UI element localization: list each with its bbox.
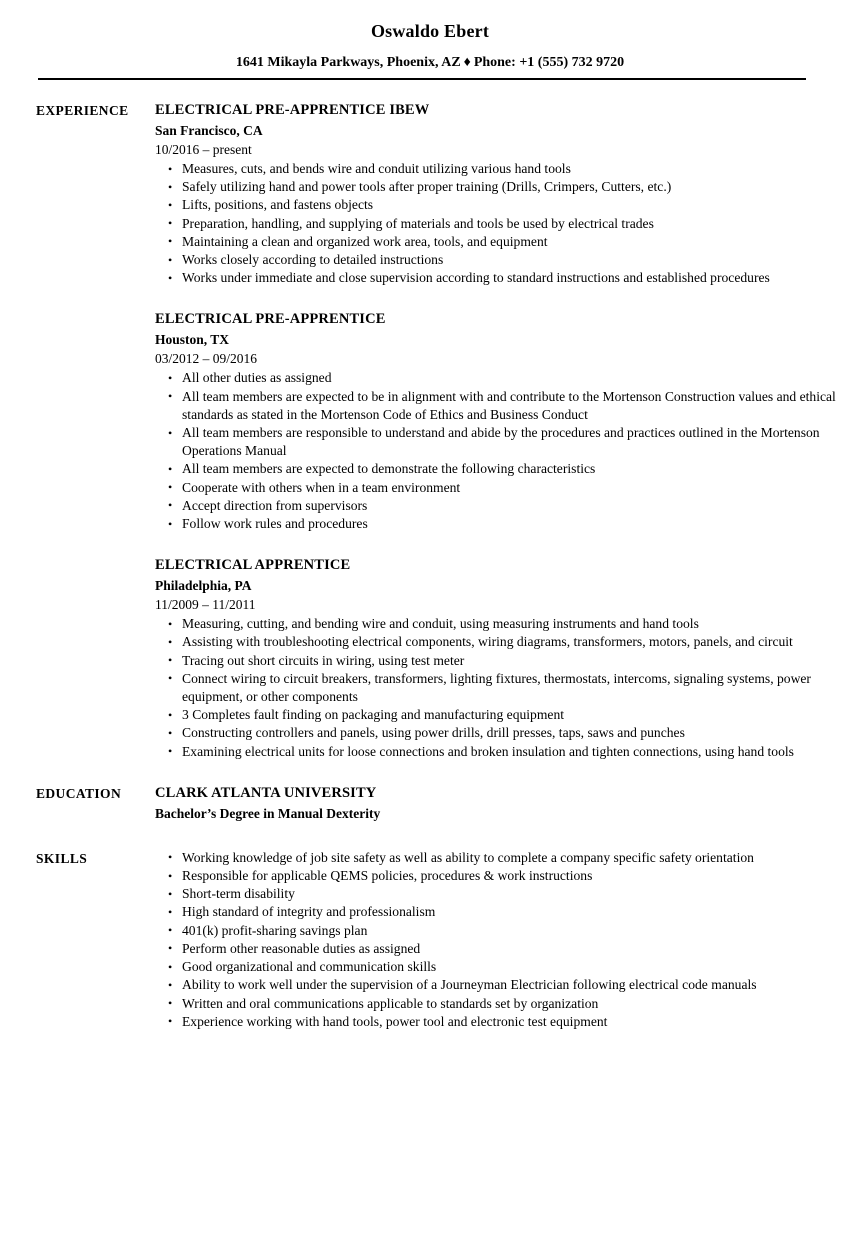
bullet-item: • Preparation, handling, and supplying of materials and tools be used by electrical trades [155, 215, 840, 233]
experience-section [0, 101, 860, 761]
job-title: ELECTRICAL APPRENTICE [155, 557, 351, 574]
bullet-item: • Accept direction from supervisors [155, 497, 840, 515]
job-title: ELECTRICAL PRE-APPRENTICE [155, 311, 386, 328]
skills-bullet-list [155, 849, 840, 1031]
bullet-list [155, 160, 840, 287]
contact-phone: Phone: +1 (555) 732 9720 [473, 55, 625, 70]
skill-item: • Experience working with hand tools, power tool and electronic test equipment [155, 1013, 840, 1031]
skill-item: • Responsible for applicable QEMS policies, procedures & work instructions [155, 867, 840, 885]
job-entry [155, 556, 840, 761]
bullet-item: • All team members are responsible to understand and abide by the procedures and practices outlined in the Mortenson Operations Manual [155, 424, 840, 460]
skill-item: • Perform other reasonable duties as assigned [155, 940, 840, 958]
resume-header [0, 0, 860, 73]
bullet-item: • All team members are expected to be in alignment with and contribute to the Mortenson Construction values and ethical standards as stated in the Mortenson Code of Ethics and Business Conduct [155, 388, 840, 424]
skills-body [155, 849, 860, 1031]
diamond-separator-icon: ♦ [463, 55, 471, 70]
contact-line [0, 53, 860, 73]
bullet-item: • Follow work rules and procedures [155, 515, 840, 533]
candidate-name: Oswaldo Ebert [370, 21, 490, 41]
education-entry [155, 784, 840, 823]
bullet-item: • All other duties as assigned [155, 369, 840, 387]
skill-item: • Working knowledge of job site safety as well as ability to complete a company specific safety orientation [155, 849, 840, 867]
bullet-item: • Cooperate with others when in a team environment [155, 479, 840, 497]
education-section [0, 784, 860, 823]
skill-item: • Good organizational and communication skills [155, 958, 840, 976]
education-degree: Bachelor’s Degree in Manual Dexterity [155, 805, 381, 821]
header-divider [38, 78, 806, 80]
job-dates: 10/2016 – present [155, 142, 252, 157]
education-body [155, 784, 860, 823]
bullet-item: • All team members are expected to demonstrate the following characteristics [155, 460, 840, 478]
bullet-item: • Maintaining a clean and organized work area, tools, and equipment [155, 233, 840, 251]
section-label-skills: SKILLS [36, 850, 88, 866]
job-dates: 03/2012 – 09/2016 [155, 351, 258, 367]
bullet-item: • 3 Completes fault finding on packaging and manufacturing equipment [155, 706, 840, 724]
job-location: Houston, TX [155, 332, 230, 348]
job-location: San Francisco, CA [155, 123, 263, 138]
experience-body [155, 101, 860, 761]
bullet-list [155, 615, 840, 761]
skill-item: • High standard of integrity and professionalism [155, 903, 840, 921]
bullet-item: • Assisting with troubleshooting electrical components, wiring diagrams, transformers, motors, panels, and circuit [155, 633, 840, 651]
skill-item: • Short-term disability [155, 885, 840, 903]
education-school: CLARK ATLANTA UNIVERSITY [155, 784, 377, 801]
job-location: Philadelphia, PA [155, 578, 252, 594]
contact-address: 1641 Mikayla Parkways, Phoenix, AZ [235, 55, 461, 70]
skill-item: • 401(k) profit-sharing savings plan [155, 922, 840, 940]
job-title: ELECTRICAL PRE-APPRENTICE IBEW [155, 102, 430, 118]
job-list [155, 101, 840, 761]
bullet-item: • Safely utilizing hand and power tools after proper training (Drills, Crimpers, Cutters, etc.) [155, 178, 840, 196]
bullet-item: • Measuring, cutting, and bending wire and conduit, using measuring instruments and hand tools [155, 615, 840, 633]
bullet-item: • Works closely according to detailed instructions [155, 251, 840, 269]
bullet-item: • Works under immediate and close supervision according to standard instructions and established procedures [155, 269, 840, 287]
bullet-list [155, 369, 840, 533]
section-label-education: EDUCATION [36, 785, 122, 801]
bullet-item: • Examining electrical units for loose connections and broken insulation and tighten connections, using hand tools [155, 743, 840, 761]
bullet-item: • Constructing controllers and panels, using power drills, drill presses, taps, saws and punches [155, 724, 840, 742]
skill-item: • Ability to work well under the supervision of a Journeyman Electrician following electrical code manuals [155, 976, 840, 994]
job-entry [155, 310, 840, 533]
skill-item: • Written and oral communications applicable to standards set by organization [155, 995, 840, 1013]
job-entry [155, 101, 840, 287]
job-dates: 11/2009 – 11/2011 [155, 597, 256, 613]
education-list [155, 784, 840, 823]
bullet-item: • Tracing out short circuits in wiring, using test meter [155, 652, 840, 670]
bullet-item: • Lifts, positions, and fastens objects [155, 196, 840, 214]
skills-section [0, 849, 860, 1031]
bullet-item: • Measures, cuts, and bends wire and conduit utilizing various hand tools [155, 160, 840, 178]
section-label-experience: EXPERIENCE [36, 103, 129, 118]
bullet-item: • Connect wiring to circuit breakers, transformers, lighting fixtures, thermostats, intercoms, signaling systems, power equipment, or other components [155, 670, 840, 706]
